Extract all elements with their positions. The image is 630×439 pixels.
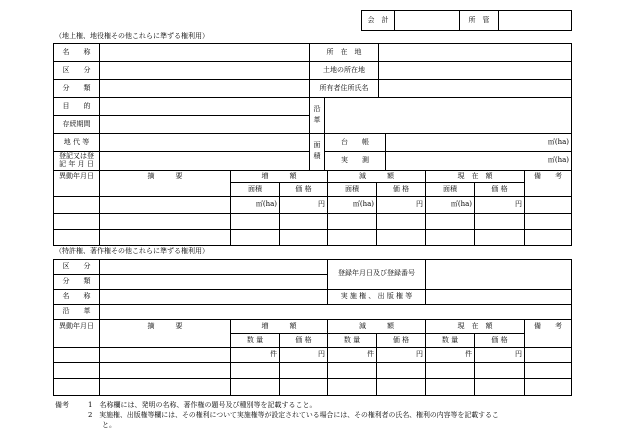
s1-sub-menseki-3: 面積 bbox=[443, 185, 457, 193]
label-enkaku-1: 沿 bbox=[313, 105, 321, 113]
label-jissoku: 実 測 bbox=[341, 156, 369, 164]
s2-unit-ken-1: 件 bbox=[270, 350, 277, 358]
label-bunrui: 分 類 bbox=[62, 84, 91, 92]
label-menseki-2: 積 bbox=[313, 152, 321, 160]
s1-sub-menseki-2: 面積 bbox=[345, 185, 359, 193]
s1-col-zougaku: 増 額 bbox=[261, 172, 297, 180]
s1-col-tekiyo: 摘 要 bbox=[147, 172, 183, 180]
s2-sub-kakaku-2: 価 格 bbox=[392, 336, 410, 344]
label-sonzoku-kikan: 存続期間 bbox=[62, 120, 91, 128]
s2-sub-kakaku-1: 価 格 bbox=[295, 336, 312, 344]
label-tochi-shozaichi: 土地の所在地 bbox=[323, 66, 365, 74]
s1-unit-area-2: ㎡(ha) bbox=[352, 200, 374, 208]
s1-sub-menseki-1: 面積 bbox=[248, 185, 262, 193]
s2-col-biko: 備 考 bbox=[534, 322, 562, 330]
label-menseki-1: 面 bbox=[313, 141, 321, 149]
s2-label-bunrui: 分 類 bbox=[62, 277, 91, 285]
label-toroku-2: 記 年 月 日 bbox=[59, 160, 94, 168]
s1-unit-yen-2: 円 bbox=[416, 200, 423, 208]
s2-sub-suryo-2: 数 量 bbox=[343, 336, 361, 344]
label-toroku-1: 登記又は登 bbox=[59, 152, 94, 160]
s2-unit-ken-3: 件 bbox=[465, 350, 472, 358]
s2-unit-yen-3: 円 bbox=[515, 350, 522, 358]
label-shoyusha: 所有者住所氏名 bbox=[319, 84, 369, 92]
s1-col-idou: 異動年月日 bbox=[59, 172, 94, 180]
label-kubun: 区 分 bbox=[62, 66, 91, 74]
section1-title: （地上権、地役権その他これらに準ずる権利用） bbox=[55, 32, 209, 40]
s2-unit-ken-2: 件 bbox=[367, 350, 374, 358]
s2-col-idou: 異動年月日 bbox=[59, 322, 94, 330]
s2-col-tekiyo: 摘 要 bbox=[147, 322, 183, 330]
unit-daicho: ㎡(ha) bbox=[547, 138, 569, 146]
s1-unit-yen-3: 円 bbox=[515, 200, 522, 208]
note-2: 2 実施権、出版権等欄には、その権利について実施権等が設定されている場合には、その権利者の氏名、権利の内容等を記載するこ bbox=[88, 411, 499, 419]
label-mokuteki: 目 的 bbox=[62, 102, 91, 110]
s1-sub-kakaku-1: 価 格 bbox=[295, 185, 312, 193]
label-chidai: 地 代 等 bbox=[63, 138, 90, 146]
s2-label-kubun: 区 分 bbox=[62, 262, 91, 270]
s1-unit-yen-1: 円 bbox=[318, 200, 325, 208]
notes-label: 備考 bbox=[55, 401, 69, 409]
s2-sub-suryo-3: 数 量 bbox=[441, 336, 459, 344]
shokan-label: 所 管 bbox=[468, 16, 490, 24]
s2-label-jisshiken: 実 施 権 、 出 版 権 等 bbox=[340, 292, 413, 300]
s1-unit-area-3: ㎡(ha) bbox=[450, 200, 472, 208]
s1-col-biko: 備 考 bbox=[534, 172, 562, 180]
label-shozaichi: 所 在 地 bbox=[326, 48, 362, 56]
s2-sub-suryo-1: 数 量 bbox=[246, 336, 264, 344]
s2-col-genzai: 現 在 額 bbox=[457, 322, 493, 330]
s2-label-enkaku: 沿 革 bbox=[62, 307, 91, 315]
s2-unit-yen-2: 円 bbox=[416, 350, 423, 358]
s2-label-meisho: 名 称 bbox=[62, 292, 91, 300]
label-daicho: 台 帳 bbox=[341, 138, 369, 146]
s1-sub-kakaku-2: 価 格 bbox=[392, 185, 410, 193]
s2-col-zougaku: 増 額 bbox=[261, 322, 297, 330]
s2-col-gengaku: 減 額 bbox=[359, 322, 394, 330]
unit-jissoku: ㎡(ha) bbox=[547, 156, 569, 164]
label-meisho: 名 称 bbox=[62, 48, 91, 56]
s1-col-gengaku: 減 額 bbox=[359, 172, 394, 180]
kaikei-label: 会 計 bbox=[367, 16, 389, 24]
s1-col-genzai: 現 在 額 bbox=[457, 172, 493, 180]
s1-sub-kakaku-3: 価 格 bbox=[491, 185, 508, 193]
note-2-cont: と。 bbox=[88, 421, 116, 429]
section2-title: （特許権、著作権その他これらに準ずる権利用） bbox=[55, 247, 209, 255]
s2-sub-kakaku-3: 価 格 bbox=[491, 336, 508, 344]
s2-label-toroku: 登録年月日及び登録番号 bbox=[338, 269, 415, 277]
s1-unit-area-1: ㎡(ha) bbox=[255, 200, 277, 208]
label-enkaku-2: 革 bbox=[313, 116, 321, 124]
note-1: 1 名称欄には、発明の名称、著作権の題号及び種別等を記載すること。 bbox=[88, 401, 317, 409]
s2-unit-yen-1: 円 bbox=[318, 350, 325, 358]
